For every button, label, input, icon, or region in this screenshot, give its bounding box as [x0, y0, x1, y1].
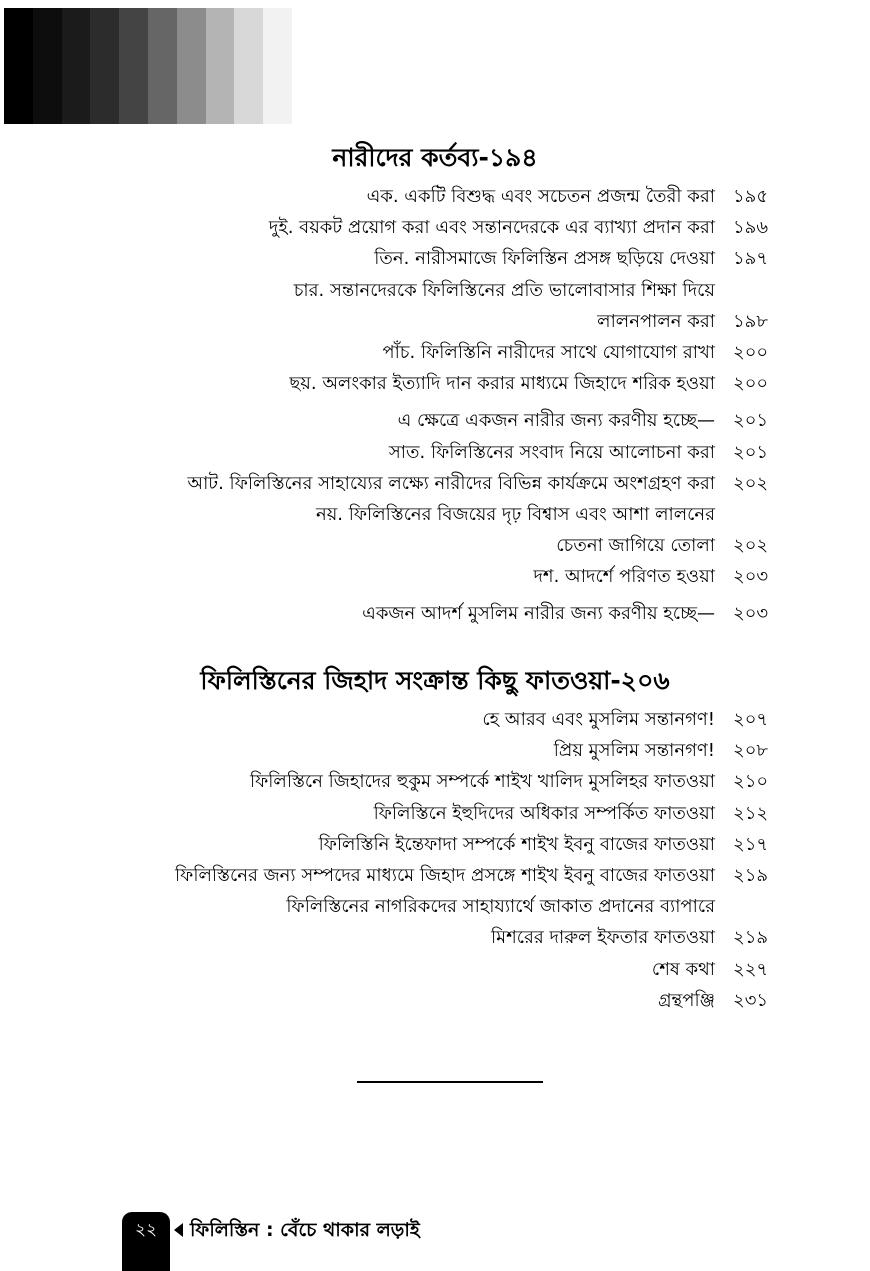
toc-entry-title: দশ. আদর্শে পরিণত হওয়া: [533, 566, 715, 588]
toc-entry: [0, 337, 870, 368]
gray-swatch: [119, 8, 148, 124]
toc-page-number: ২১৭: [733, 833, 769, 855]
toc-page-number: ২০১: [733, 441, 769, 463]
toc-entry: [0, 405, 870, 436]
toc-entry-title: এ ক্ষেত্রে একজন নারীর জন্য করণীয় হচ্ছে—: [397, 410, 715, 432]
toc-entry: [0, 598, 870, 629]
section-heading-women-duties: নারীদের কর্তব্য-১৯৪: [332, 143, 538, 172]
page-footer: [118, 1212, 478, 1271]
toc-entry-title: হে আরব এবং মুসলিম সন্তানগণ!: [482, 709, 715, 730]
gray-swatch: [234, 8, 263, 124]
toc-entry-title: ফিলিস্তিনে ইহুদিদের অধিকার সম্পর্কিত ফাতওয়া: [373, 802, 715, 824]
toc-entry-title: লালনপালন করা: [597, 310, 715, 332]
toc-entry: [0, 368, 870, 399]
toc-page-number: ২০০: [733, 341, 769, 363]
toc-page-number: ২৩১: [733, 989, 769, 1011]
gray-swatch: [33, 8, 62, 124]
toc-entry-title: ছয়. অলংকার ইত্যাদি দান করার মাধ্যমে জিহাদে শরিক হওয়া: [289, 373, 715, 395]
toc-page-number: ২০০: [733, 373, 769, 395]
toc-entry: [0, 561, 870, 592]
toc-page-number: ২০২: [733, 535, 769, 557]
toc-entry: [0, 954, 870, 985]
toc-entry-title: সাত. ফিলিস্তিনের সংবাদ নিয়ে আলোচনা করা: [388, 441, 715, 463]
toc-page-number: ১৯৮: [733, 310, 769, 332]
toc-entry: [0, 860, 870, 891]
toc-entry-title: নয়. ফিলিস্তিনের বিজয়ের দৃঢ় বিশ্বাস এবং আশা লালনের: [315, 503, 715, 525]
gray-swatch: [90, 8, 119, 124]
toc-list-women-duties: [0, 181, 870, 630]
toc-page-number: ১৯৭: [733, 248, 769, 270]
toc-entry: [0, 243, 870, 274]
toc-entry-title: মিশরের দারুল ইফতার ফাতওয়া: [491, 927, 715, 949]
toc-entry: [0, 212, 870, 243]
toc-entry-title: ফিলিস্তিনে জিহাদের হুকুম সম্পর্কে শাইখ খালিদ মুসলিহর ফাতওয়া: [249, 771, 715, 793]
left-triangle-icon: [174, 1223, 183, 1237]
toc-entry-title: ফিলিস্তিনি ইন্তেফাদা সম্পর্কে শাইখ ইবনু বাজের ফাতওয়া: [318, 833, 715, 855]
toc-page-number: ২০১: [733, 410, 769, 432]
toc-entry: [0, 891, 870, 953]
toc-entry-title: পাঁচ. ফিলিস্তিনি নারীদের সাথে যোগাযোগ রাখা: [382, 341, 715, 363]
toc-page-number: ১৯৬: [733, 217, 769, 239]
gray-swatch: [177, 8, 206, 124]
toc-entry: [0, 437, 870, 468]
toc-entry-title: চার. সন্তানদেরকে ফিলিস্তিনের প্রতি ভালোবাসার শিক্ষা দিয়ে: [293, 279, 715, 301]
toc-entry: [0, 181, 870, 212]
toc-entry: [0, 829, 870, 860]
gray-swatch: [4, 8, 33, 124]
toc-entry-title: ফিলিস্তিনের জন্য সম্পদের মাধ্যমে জিহাদ প্রসঙ্গে শাইখ ইবনু বাজের ফাতওয়া: [175, 864, 715, 886]
toc-page-number: ২০৩: [733, 603, 769, 625]
gray-swatch: [263, 8, 292, 124]
toc-entry: [0, 735, 870, 766]
toc-entry-title: শেষ কথা: [651, 958, 715, 980]
toc-page-number: ২১৯: [733, 927, 769, 949]
toc-entry: [0, 468, 870, 499]
toc-entry: [0, 766, 870, 797]
toc-page-number: ২১২: [733, 802, 769, 824]
toc-page-number: ২১০: [733, 771, 769, 793]
toc-entry-title: একজন আদর্শ মুসলিম নারীর জন্য করণীয় হচ্ছে—: [362, 603, 715, 625]
toc-entry-title: চেতনা জাগিয়ে তোলা: [556, 535, 715, 557]
toc-page-number: ২০৮: [733, 740, 769, 762]
toc-entry-title: প্রিয় মুসলিম সন্তানগণ!: [553, 740, 715, 762]
toc-page-number: ২০৩: [733, 566, 769, 588]
toc-entry: [0, 985, 870, 1016]
toc-entry: [0, 704, 870, 735]
gray-swatch: [148, 8, 177, 124]
running-book-title: ফিলিস্তিন : বেঁচে থাকার লড়াই: [190, 1219, 420, 1241]
toc-entry-title: দুই. বয়কট প্রয়োগ করা এবং সন্তানদেরকে এর ব্যাখ্যা প্রদান করা: [268, 217, 715, 239]
page-number-badge: ২২: [122, 1212, 170, 1271]
toc-list-jihad-fatwas: [0, 704, 870, 1016]
grayscale-calibration-bar: [4, 8, 292, 124]
toc-entry-title: গ্রন্থপঞ্জি: [658, 989, 715, 1011]
toc-entry-title: আট. ফিলিস্তিনের সাহায্যের লক্ষ্যে নারীদের বিভিন্ন কার্যক্রমে অংশগ্রহণ করা: [187, 472, 715, 494]
gray-swatch: [62, 8, 91, 124]
toc-page-number: ২১৯: [733, 864, 769, 886]
gray-swatch: [206, 8, 235, 124]
section-end-rule: [357, 1081, 543, 1083]
toc-entry: [0, 275, 870, 337]
toc-page-number: ২০২: [733, 472, 769, 494]
toc-entry-title: তিন. নারীসমাজে ফিলিস্তিন প্রসঙ্গ ছড়িয়ে দেওয়া: [374, 248, 715, 270]
toc-entry: [0, 499, 870, 561]
toc-page-number: ২০৭: [733, 709, 769, 730]
toc-page-number: ২২৭: [733, 958, 769, 980]
section-heading-jihad-fatwas: ফিলিস্তিনের জিহাদ সংক্রান্ত কিছু ফাতওয়া-২০৬: [200, 666, 670, 695]
toc-entry: [0, 798, 870, 829]
toc-page-number: ১৯৫: [733, 186, 769, 207]
toc-entry-title: এক. একটি বিশুদ্ধ এবং সচেতন প্রজন্ম তৈরী করা: [366, 186, 715, 207]
toc-entry-title: ফিলিস্তিনের নাগরিকদের সাহায্যার্থে জাকাত প্রদানের ব্যাপারে: [286, 896, 715, 918]
